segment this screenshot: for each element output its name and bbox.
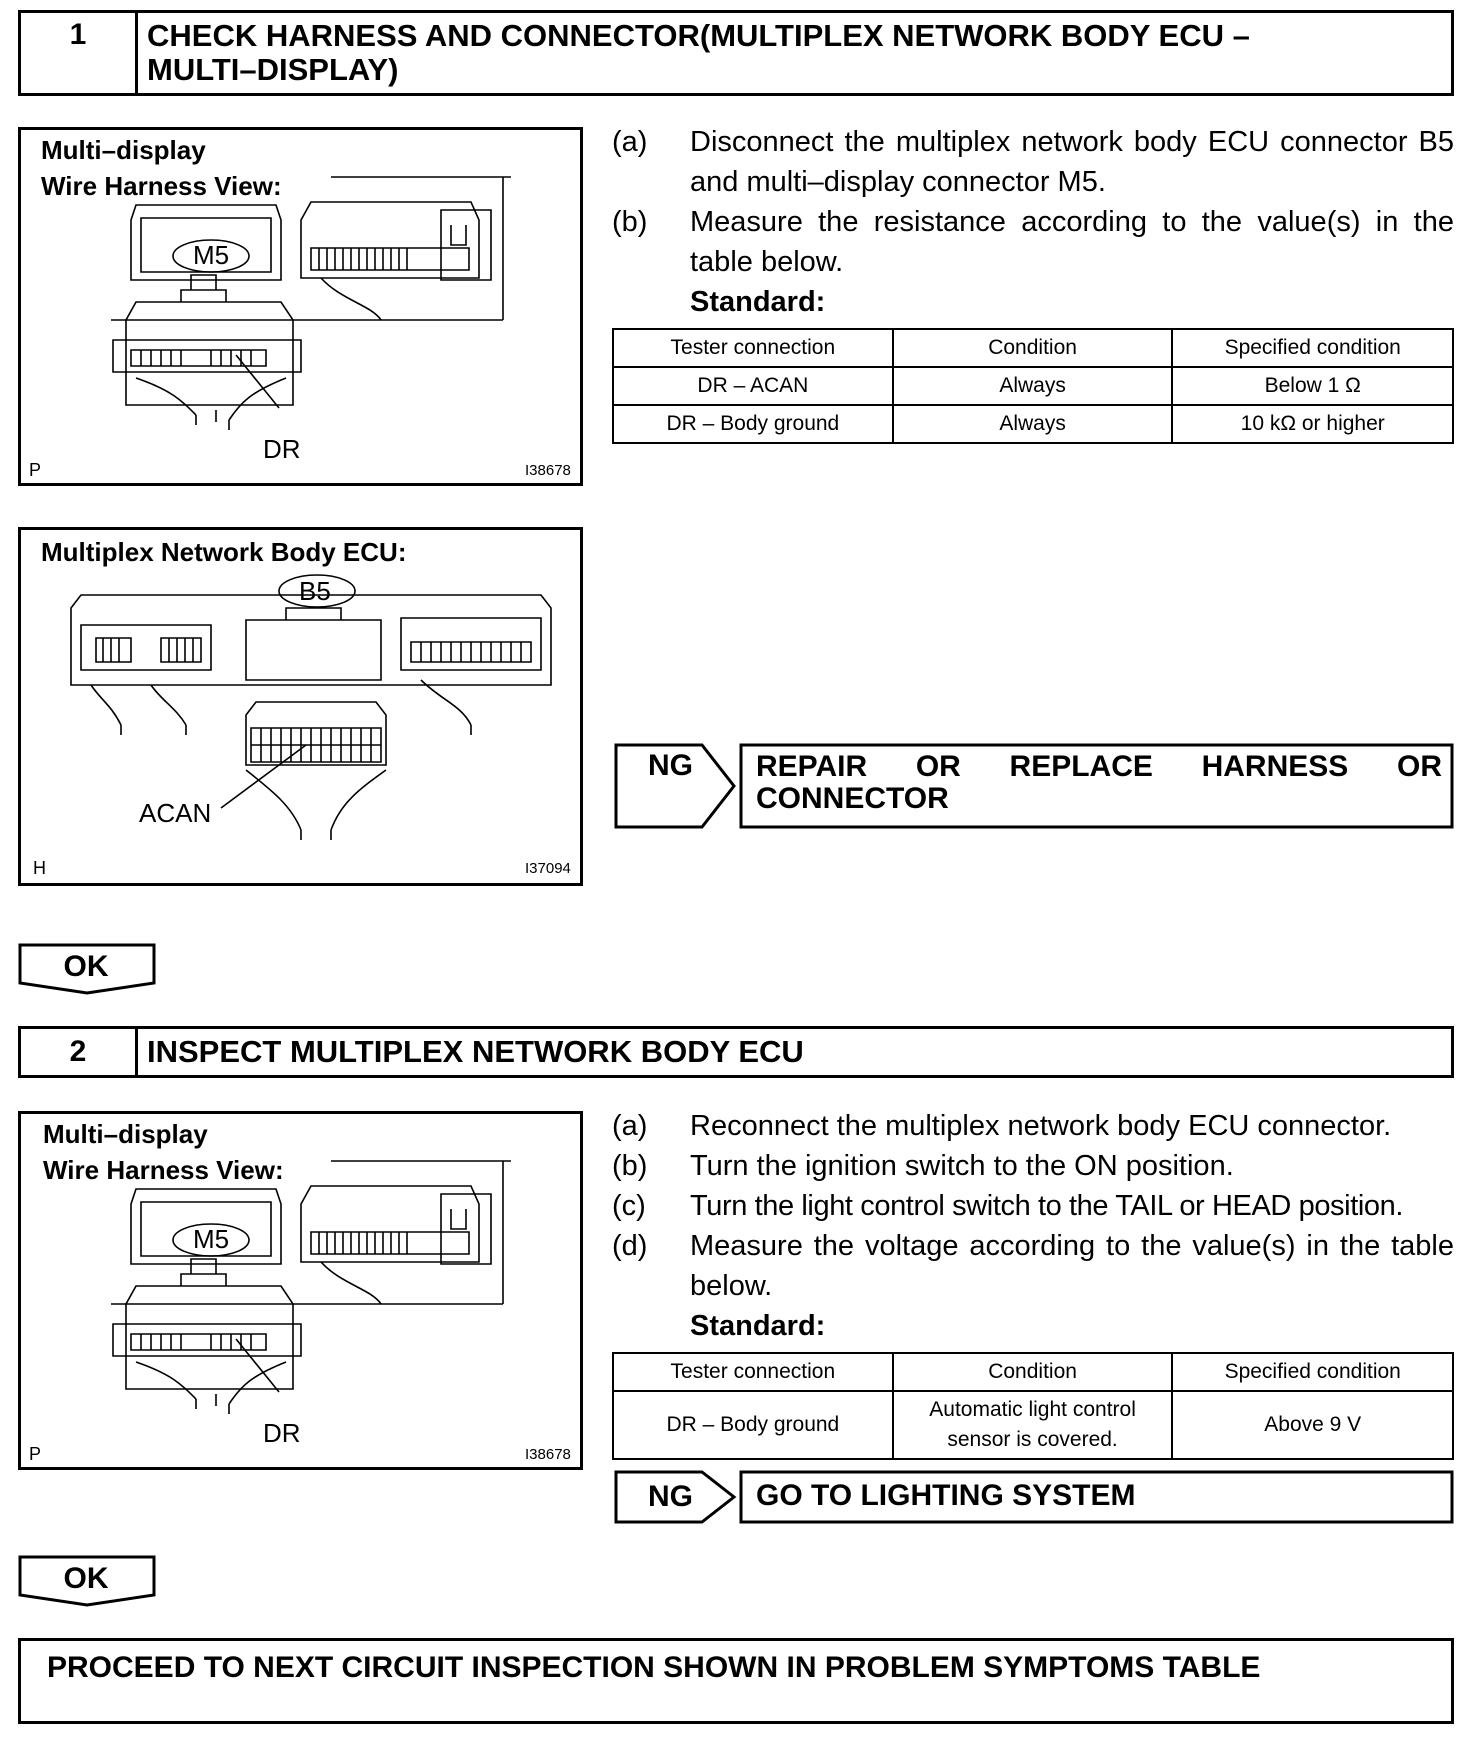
ng-label: NG (648, 1480, 693, 1513)
ng-action-line1: REPAIR OR REPLACE HARNESS OR (756, 750, 1442, 783)
table-header-cell: Tester connection (613, 1353, 893, 1391)
instruction-label: (a) (612, 1110, 648, 1142)
instruction-text: Turn the light control switch to the TAIL or HEAD position. (690, 1190, 1404, 1222)
fig3-figure-code: I38678 (525, 1446, 571, 1463)
instruction-text: Reconnect the multiplex network body ECU connector. (690, 1110, 1392, 1142)
table-cell: Above 9 V (1172, 1391, 1453, 1459)
step1-standard-label: Standard: (690, 286, 826, 318)
table-row (613, 1391, 1453, 1459)
table-header-cell: Condition (893, 329, 1173, 367)
instruction-label: (a) (612, 126, 648, 158)
step2-header (18, 1026, 1454, 1078)
fig3-pin-label: DR (263, 1418, 301, 1448)
table-header-cell: Condition (893, 1353, 1173, 1391)
instruction-label: (b) (612, 206, 648, 238)
ok-label: OK (63, 950, 109, 983)
ng-action-line2: CONNECTOR (756, 782, 949, 815)
fig2-connector-label: B5 (299, 576, 331, 606)
step1-instructions (612, 122, 1454, 282)
step2-spec-table (612, 1352, 1454, 1460)
fig3-title-line1: Multi–display (43, 1119, 208, 1149)
fig1-title-line2: Wire Harness View: (41, 171, 282, 201)
table-header-cell: Tester connection (613, 329, 893, 367)
fig2-pin-label: ACAN (139, 798, 212, 828)
step1-instruction-a (612, 122, 1454, 202)
step2-instruction-b (612, 1146, 1454, 1186)
step1-header (18, 10, 1454, 96)
instruction-text: Measure the resistance according to the value(s) in the table below. (690, 206, 1454, 278)
table-row (613, 367, 1453, 405)
step2-title: INSPECT MULTIPLEX NETWORK BODY ECU (147, 1034, 804, 1069)
table-cell: Below 1 Ω (1172, 367, 1453, 405)
table-cell: Automatic light control sensor is covered. (893, 1391, 1173, 1459)
fig2-title: Multiplex Network Body ECU: (41, 537, 407, 567)
fig1-figure-code: I38678 (525, 462, 571, 479)
table-cell: 10 kΩ or higher (1172, 405, 1453, 443)
step1-title-line1: CHECK HARNESS AND CONNECTOR(MULTIPLEX NETWORK BODY ECU – (147, 18, 1250, 53)
fig3-title-line2: Wire Harness View: (43, 1155, 284, 1185)
final-action-text: PROCEED TO NEXT CIRCUIT INSPECTION SHOWN IN PROBLEM SYMPTOMS TABLE (47, 1651, 1261, 1684)
table-cell: DR – Body ground (613, 1391, 893, 1459)
instruction-text: Disconnect the multiplex network body ECU connector B5 and multi–display connector M5. (690, 126, 1454, 198)
ng-label: NG (648, 749, 693, 782)
ok-label: OK (63, 1562, 109, 1595)
step2-instruction-c (612, 1186, 1454, 1226)
fig3-connector-label: M5 (193, 1224, 230, 1254)
step1-instruction-b (612, 202, 1454, 282)
step1-ok-result (18, 943, 158, 995)
fig1-title-line1: Multi–display (41, 135, 206, 165)
fig2-figure-code: I37094 (525, 860, 571, 877)
step1-figure-body-ecu (18, 527, 583, 886)
step2-instruction-d (612, 1226, 1454, 1306)
step2-number: 2 (21, 1029, 138, 1075)
instruction-label: (c) (612, 1190, 646, 1222)
fig1-corner-letter: P (29, 460, 42, 480)
step2-ng-result (614, 1470, 1454, 1524)
step1-number: 1 (21, 13, 138, 93)
table-header-cell: Specified condition (1172, 1353, 1453, 1391)
step1-title (147, 19, 1441, 87)
ng-action: GO TO LIGHTING SYSTEM (756, 1479, 1136, 1512)
fig3-corner-letter: P (29, 1444, 42, 1464)
instruction-label: (b) (612, 1150, 648, 1182)
table-header-row (613, 329, 1453, 367)
final-action-box (18, 1638, 1454, 1724)
table-cell: DR – Body ground (613, 405, 893, 443)
step1-title-line2: MULTI–DISPLAY) (147, 52, 399, 87)
table-cell: Always (893, 405, 1173, 443)
step2-ok-result (18, 1555, 158, 1607)
table-cell: Always (893, 367, 1173, 405)
instruction-label: (d) (612, 1230, 648, 1262)
instruction-text: Turn the ignition switch to the ON position. (690, 1150, 1234, 1182)
step1-spec-table (612, 328, 1454, 444)
fig1-connector-label: M5 (193, 240, 230, 270)
fig2-corner-letter: H (33, 858, 46, 878)
step1-figure-multidisplay (18, 127, 583, 486)
ng-action (756, 751, 1442, 815)
step2-standard-label: Standard: (690, 1310, 826, 1342)
table-cell: DR – ACAN (613, 367, 893, 405)
step2-instruction-a (612, 1106, 1454, 1146)
instruction-text: Measure the voltage according to the value(s) in the table below. (690, 1230, 1454, 1302)
step2-figure-multidisplay (18, 1111, 583, 1470)
fig1-pin-label: DR (263, 434, 301, 464)
step2-instructions (612, 1106, 1454, 1306)
table-header-cell: Specified condition (1172, 329, 1453, 367)
table-header-row (613, 1353, 1453, 1391)
step1-ng-result (614, 743, 1454, 829)
table-row (613, 405, 1453, 443)
